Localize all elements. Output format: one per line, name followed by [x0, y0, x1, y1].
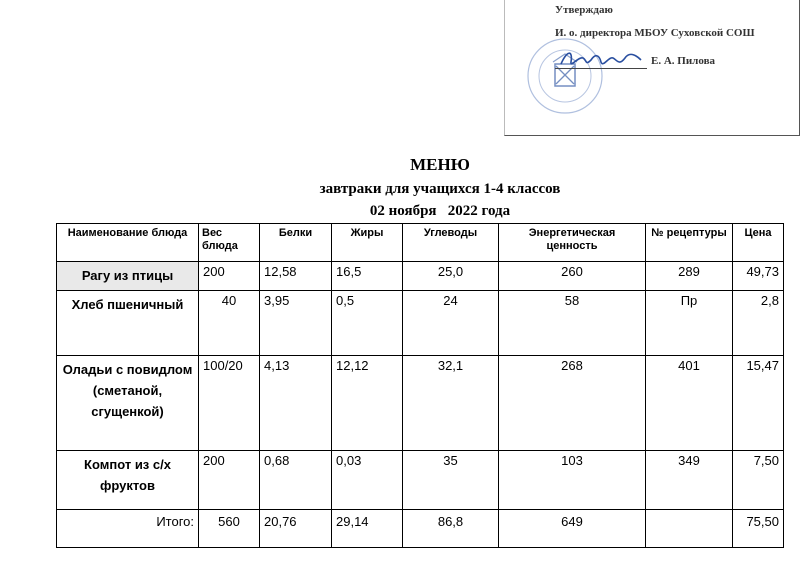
dish-name: Хлеб пшеничный	[57, 291, 199, 356]
dish-energy: 268	[499, 356, 646, 451]
column-header: Жиры	[332, 224, 403, 262]
total-price: 75,50	[733, 510, 784, 548]
dish-weight: 200	[199, 451, 260, 510]
total-recipe	[646, 510, 733, 548]
table-row	[57, 356, 784, 451]
menu-date: 02 ноября 2022 года	[369, 203, 511, 219]
approval-block	[504, 0, 800, 136]
dish-recipe: Пр	[646, 291, 733, 356]
table-row	[57, 451, 784, 510]
dish-protein: 3,95	[260, 291, 332, 356]
dish-carbs: 25,0	[403, 262, 499, 291]
total-energy: 649	[499, 510, 646, 548]
dish-protein: 0,68	[260, 451, 332, 510]
dish-energy: 58	[499, 291, 646, 356]
page-subtitle: завтраки для учащихся 1-4 классов	[319, 181, 561, 197]
dish-energy: 103	[499, 451, 646, 510]
dish-recipe: 401	[646, 356, 733, 451]
column-header: Наименование блюда	[57, 224, 199, 262]
approval-role: И. о. директора МБОУ Суховской СОШ	[555, 27, 755, 39]
dish-protein: 12,58	[260, 262, 332, 291]
dish-fat: 12,12	[332, 356, 403, 451]
dish-carbs: 24	[403, 291, 499, 356]
total-protein: 20,76	[260, 510, 332, 548]
table-header-row	[57, 224, 784, 262]
dish-name: Компот из с/х фруктов	[57, 451, 199, 510]
dish-recipe: 349	[646, 451, 733, 510]
table-total-row	[57, 510, 784, 548]
dish-carbs: 32,1	[403, 356, 499, 451]
dish-price: 49,73	[733, 262, 784, 291]
table-row	[57, 291, 784, 356]
dish-price: 7,50	[733, 451, 784, 510]
dish-fat: 16,5	[332, 262, 403, 291]
dish-weight: 100/20	[199, 356, 260, 451]
signature-line	[555, 68, 647, 69]
table-row	[57, 262, 784, 291]
menu-table	[56, 223, 784, 548]
signatory-name: Е. А. Пилова	[651, 55, 716, 67]
total-weight: 560	[199, 510, 260, 548]
total-fat: 29,14	[332, 510, 403, 548]
total-label: Итого:	[57, 510, 199, 548]
total-carbs: 86,8	[403, 510, 499, 548]
column-header: Вес блюда	[199, 224, 260, 262]
dish-fat: 0,5	[332, 291, 403, 356]
column-header: Цена	[733, 224, 784, 262]
column-header: Белки	[260, 224, 332, 262]
dish-name: Оладьи с повидлом (сметаной, сгущенкой)	[57, 356, 199, 451]
dish-carbs: 35	[403, 451, 499, 510]
dish-weight: 40	[199, 291, 260, 356]
approval-label: Утверждаю	[555, 4, 613, 16]
dish-energy: 260	[499, 262, 646, 291]
column-header: Углеводы	[403, 224, 499, 262]
dish-weight: 200	[199, 262, 260, 291]
dish-fat: 0,03	[332, 451, 403, 510]
dish-recipe: 289	[646, 262, 733, 291]
dish-price: 15,47	[733, 356, 784, 451]
page-title: МЕНЮ	[410, 155, 470, 174]
column-header: № рецептуры	[646, 224, 733, 262]
dish-price: 2,8	[733, 291, 784, 356]
dish-protein: 4,13	[260, 356, 332, 451]
column-header: Энергетическая ценность	[499, 224, 646, 262]
dish-name: Рагу из птицы	[57, 262, 199, 291]
